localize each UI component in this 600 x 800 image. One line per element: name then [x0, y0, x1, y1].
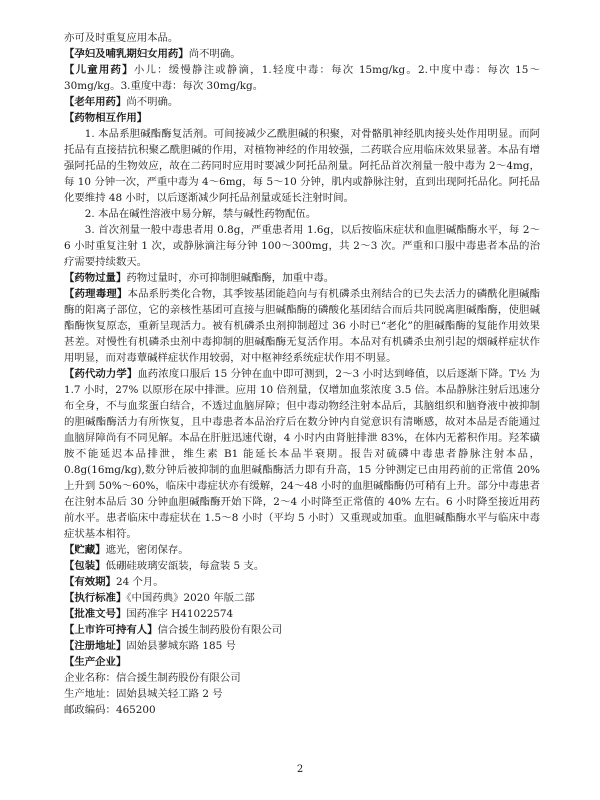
- children-section: [64, 62, 540, 94]
- pharmacology-text: 本品系肟类化合物，其季铵基团能趋向与有机磷杀虫剂结合的已失去活力的磷酰化胆碱酯酶的阳离子部位，它的亲核性基团可直接与胆碱酯酶的磷酸化基团结合而后共同脱离胆碱酯酶，使胆碱酯酶恢复原态，重新呈现活力。被有机磷杀虫剂抑制超过 36 小时已“老化”的胆碱酯酶的复能作用效果甚差。对慢性有机磷杀虫剂中毒抑制的胆碱酯酶无复活作用。本品对有机磷杀虫剂引起的烟碱样症状作用明显，而对毒蕈碱样症状作用较弱，对中枢神经系统症状作用不明显。: [64, 288, 541, 364]
- elderly-section: [64, 94, 540, 110]
- approval-heading: 【批准文号】: [64, 608, 127, 620]
- intro-line: 亦可及时重复应用本品。: [64, 32, 179, 44]
- package-heading: 【包装】: [64, 560, 106, 572]
- reg-address-text: 固始县蓼城东路 185 号: [126, 640, 236, 652]
- storage-section: [64, 542, 540, 558]
- interactions-paragraph-3: 3. 首次剂量一般中毒患者用 0.8g，严重患者用 1.6g，以后按临床症状和血胆碱酯酶水平，每 2～6 小时重复注射 1 次，或静脉滴注每分钟 100～300mg，共 2～3 次。严重和口服中毒患者本品的治疗需要持续数天。: [64, 224, 540, 268]
- standard-heading: 【执行标准】: [64, 592, 127, 604]
- elderly-text: 尚不明确。: [126, 96, 179, 108]
- interactions-paragraph-2: 2. 本品在碱性溶液中易分解，禁与碱性药物配伍。: [84, 208, 317, 220]
- storage-text: 遮光，密闭保存。: [105, 544, 189, 556]
- children-text: 小儿：缓慢静注或静滴，1.轻度中毒：每次 15mg/kg。2.中度中毒：每次 15～30mg/kg。3.重度中毒：每次 30mg/kg。: [64, 64, 541, 92]
- approval-section: [64, 606, 540, 622]
- mah-section: [64, 622, 540, 638]
- page-number: 2: [296, 764, 304, 775]
- interactions-paragraph-1: 1. 本品系胆碱酯酶复活剂。可间接减少乙酰胆碱的积聚，对骨骼肌神经肌肉接头处作用明显。而阿托品有直接拮抗积聚乙酰胆碱的作用，对植物神经的作用较强，二药联合应用临床效果显著。本品有增强阿托品的生物效应，故在二药同时应用时要减少阿托品剂量。阿托品首次剂量一般中毒为 2～4mg，每 10 分钟一次，严重中毒为 4～6mg，每 5～10 分钟，肌内或静脉注射，直到出现阿托品化。阿托品化要维持 48 小时，以后逐渐减少阿托品剂量或延长注射时间。: [64, 128, 540, 204]
- pharmacology-heading: 【药理毒理】: [64, 288, 128, 300]
- approval-text: 国药准字 H41022574: [126, 608, 234, 620]
- elderly-heading: 【老年用药】: [64, 96, 127, 108]
- pharmacology-section: [64, 286, 540, 366]
- validity-section: [64, 574, 540, 590]
- storage-heading: 【贮藏】: [64, 544, 106, 556]
- pharmacokinetics-text: 血药浓度口服后 15 分钟在血中即可测到，2～3 小时达到峰值，以后逐渐下降。T½ 为 1.7 小时，27% 以原形在尿中排泄。应用 10 倍剂量，仅增加血浆浓度 3.5 倍。本品静脉注射后迅速分布全身，不与血浆蛋白结合，不透过血脑屏障；但中毒动物经注射本品后，其脑组织和脑脊液中被抑制的胆碱酯酶活力有所恢复，且中毒患者本品治疗后在数分钟内自觉意识有清晰感，故对本品是否能通过血脑屏障尚有不同见解。本品在肝脏迅速代谢，4 小时内由肾脏排泄 83%，在体内无蓄积作用。羟苯磺胺不能延迟本品排泄，维生素 B1 能延长本品半衰期。报告对硫磷中毒患者静脉注射本品，0.8g(16mg/kg),数分钟后被抑制的血胆碱酯酶活力即有升高，15 分钟测定已由用药前的正常值 20% 上升到 50%～60%，临床中毒症状亦有缓解，24～48 小时的血胆碱酯酶仍可稍有上升。部分中毒患者在注射本品后 30 分钟血胆碱酯酶开始下降，2～4 小时降至正常值的 40% 左右。6 小时降至接近用药前水平。患者临床中毒症状在 1.5～8 小时（平均 5 小时）又重现或加重。血胆碱酯酶水平与临床中毒症状基本相符。: [64, 368, 540, 540]
- manufacturer-heading: 【生产企业】: [64, 656, 127, 668]
- package-text: 低硼硅玻璃安瓿装，每盒装 5 支。: [105, 560, 265, 572]
- children-heading: 【儿童用药】: [64, 64, 134, 76]
- manufacturer-postcode: 邮政编码：465200: [64, 704, 156, 716]
- standard-section: [64, 590, 540, 606]
- overdose-text: 药物过量时，亦可抑制胆碱酯酶，加重中毒。: [126, 272, 335, 284]
- manufacturer-address: 生产地址：固始县城关轻工路 2 号: [64, 688, 223, 700]
- pregnancy-heading: 【孕妇及哺乳期妇女用药】: [64, 48, 189, 60]
- interactions-heading: 【药物相互作用】: [64, 112, 148, 124]
- overdose-section: [64, 270, 540, 286]
- reg-address-section: [64, 638, 540, 654]
- pharmacokinetics-section: [64, 366, 540, 542]
- validity-text: 24 个月。: [115, 576, 164, 588]
- pharmacokinetics-heading: 【药代动力学】: [64, 368, 138, 380]
- pregnancy-text: 尚不明确。: [188, 48, 241, 60]
- standard-text: 《中国药典》2020 年版二部: [126, 592, 255, 604]
- manufacturer-name: 企业名称：信合援生制药股份有限公司: [64, 672, 241, 684]
- overdose-heading: 【药物过量】: [64, 272, 127, 284]
- mah-text: 信合援生制药股份有限公司: [157, 624, 283, 636]
- leaflet-content: [64, 30, 540, 718]
- mah-heading: 【上市许可持有人】: [64, 624, 158, 636]
- validity-heading: 【有效期】: [64, 576, 116, 588]
- pregnancy-section: [64, 46, 540, 62]
- reg-address-heading: 【注册地址】: [64, 640, 127, 652]
- package-section: [64, 558, 540, 574]
